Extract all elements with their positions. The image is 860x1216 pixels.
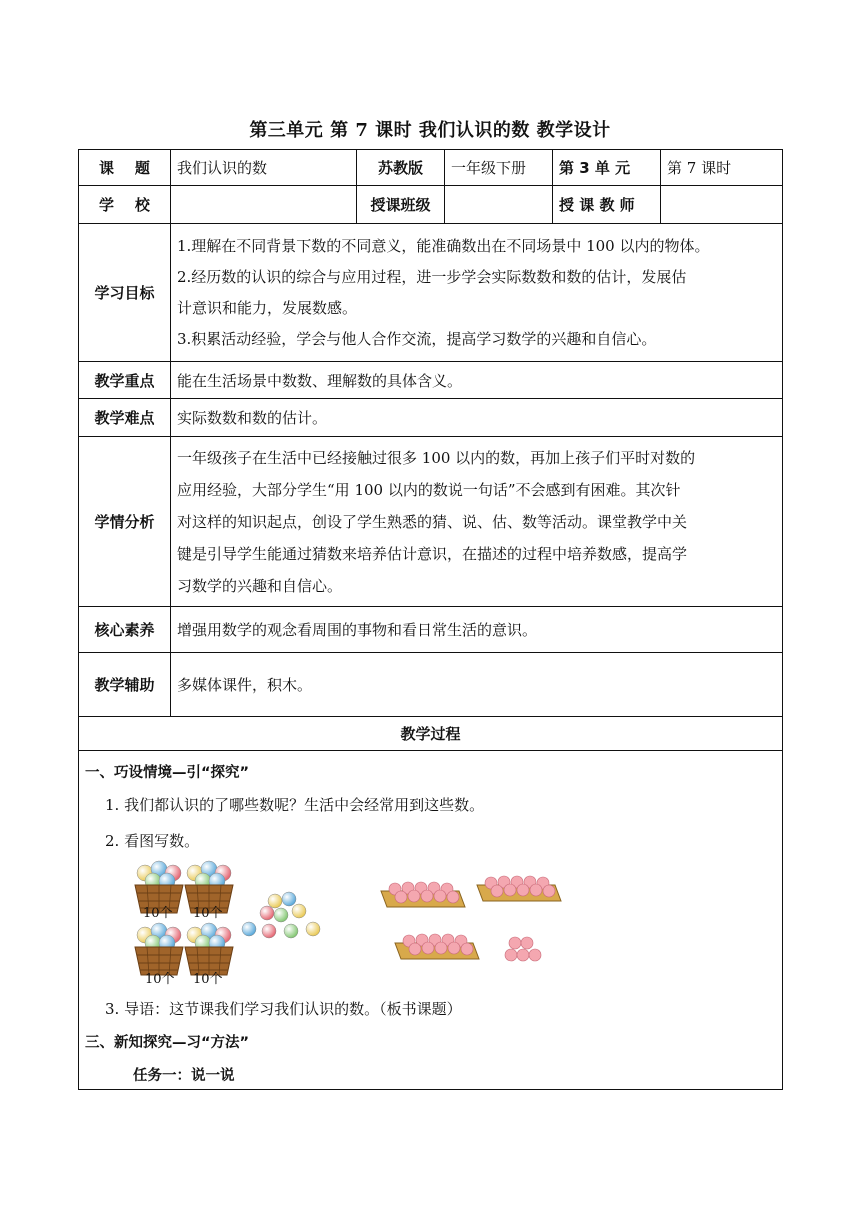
class-value	[445, 186, 553, 224]
peach-tray-icon	[477, 876, 561, 901]
teacher-value	[661, 186, 783, 224]
process-item-2: 2. 看图写数。	[105, 832, 200, 850]
label-difficulty: 教学难点	[79, 399, 171, 437]
unit: 第 3 单 元	[553, 150, 661, 186]
analysis-line: 键是引导学生能通过猜数来培养估计意识，在描述的过程中培养数感，提高学	[177, 544, 688, 563]
analysis-content	[171, 437, 783, 607]
difficulty-text: 实际数数和数的估计。	[171, 399, 783, 437]
label-key-point: 教学重点	[79, 362, 171, 399]
goals-content	[171, 224, 783, 362]
analysis-line: 一年级孩子在生活中已经接触过很多 100 以内的数，再加上孩子们平时对数的	[177, 448, 696, 467]
basket-label: 10个	[193, 972, 223, 987]
process-content	[79, 751, 783, 1090]
goal-line: 3.积累活动经验，学会与他人合作交流，提高学习数学的兴趣和自信心。	[177, 329, 657, 348]
topic-value: 我们认识的数	[171, 150, 357, 186]
core-text: 增强用数学的观念看周围的事物和看日常生活的意识。	[171, 607, 783, 653]
label-topic: 课 题	[79, 150, 171, 186]
loose-peaches	[505, 937, 541, 961]
basket-label: 10个	[143, 906, 173, 921]
goal-line: 2.经历数的认识的综合与应用过程，进一步学会实际数数和数的估计，发展估	[177, 267, 687, 286]
label-analysis: 学情分析	[79, 437, 171, 607]
peach-tray-icon	[381, 882, 465, 907]
task-1-heading: 任务一：说一说	[133, 1068, 235, 1084]
section-1-heading: 一、巧设情境—引“探究”	[85, 765, 250, 781]
label-goals: 学习目标	[79, 224, 171, 362]
publisher: 苏教版	[357, 150, 445, 186]
process-heading: 教学过程	[79, 717, 783, 751]
label-core: 核心素养	[79, 607, 171, 653]
goal-line: 1.理解在不同背景下数的不同意义，能准确数出在不同场景中 100 以内的物体。	[177, 236, 710, 255]
label-school: 学 校	[79, 186, 171, 224]
lesson-number: 第 7 课时	[661, 150, 783, 186]
process-item-1: 1. 我们都认识的了哪些数呢？生活中会经常用到这些数。	[105, 796, 485, 814]
analysis-line: 对这样的知识起点，创设了学生熟悉的猜、说、估、数等活动。课堂教学中关	[177, 512, 688, 531]
label-teacher: 授 课 教 师	[553, 186, 661, 224]
analysis-line: 习数学的兴趣和自信心。	[177, 576, 343, 595]
lesson-plan-table	[78, 149, 783, 1090]
document-title: 第三单元 第 7 课时 我们认识的数 教学设计	[249, 120, 611, 141]
analysis-line: 应用经验，大部分学生“用 100 以内的数说一句话”不会感到有困难。其次针	[177, 480, 681, 499]
process-item-3: 3. 导语：这节课我们学习我们认识的数。（板书课题）	[105, 1000, 462, 1018]
aids-text: 多媒体课件，积木。	[171, 653, 783, 717]
goal-line: 计意识和能力，发展数感。	[177, 298, 358, 317]
school-value	[171, 186, 357, 224]
basket-label: 10个	[193, 906, 223, 921]
section-3-heading: 三、新知探究—习“方法”	[85, 1035, 250, 1051]
loose-balls	[242, 892, 320, 938]
peach-tray-icon	[395, 934, 479, 959]
grade: 一年级下册	[445, 150, 553, 186]
basket-label: 10个	[145, 972, 175, 987]
key-point-text: 能在生活场景中数数、理解数的具体含义。	[171, 362, 783, 399]
basket-icon	[135, 923, 183, 975]
basket-icon	[185, 923, 233, 975]
counting-illustration	[129, 859, 589, 989]
label-class: 授课班级	[357, 186, 445, 224]
label-aids: 教学辅助	[79, 653, 171, 717]
